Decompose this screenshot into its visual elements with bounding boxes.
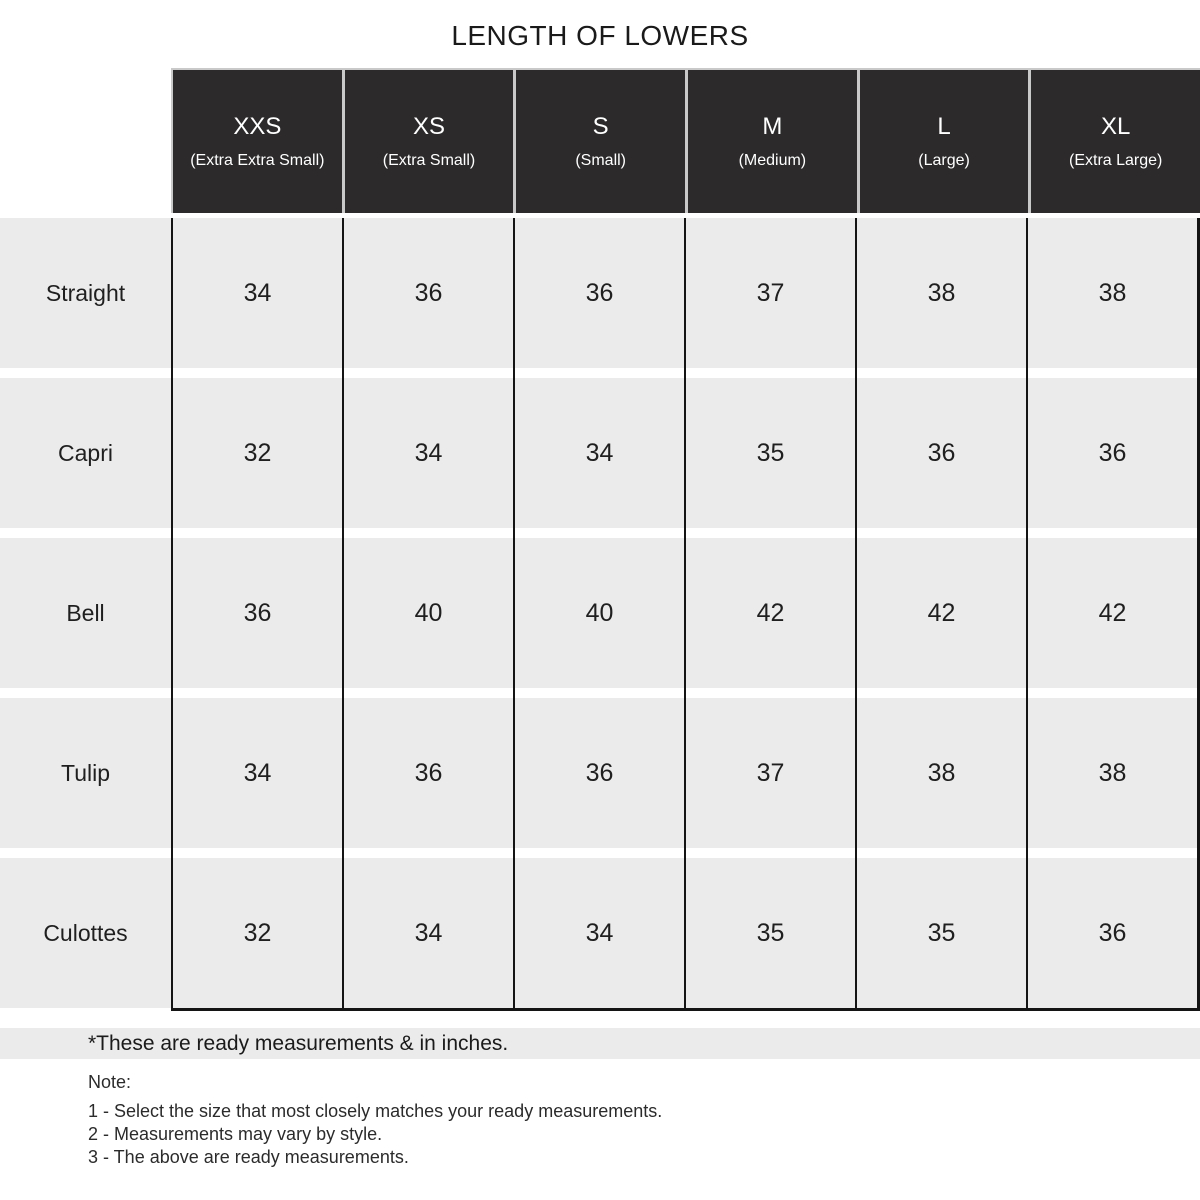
- table-cell: 36: [515, 218, 684, 368]
- row-label-straight: Straight: [0, 218, 171, 368]
- table-cell: 37: [686, 218, 855, 368]
- column-size-full: (Extra Large): [1069, 152, 1163, 169]
- column-header-xs: [345, 70, 514, 213]
- table-cell: 32: [173, 378, 342, 528]
- footnote-band: [0, 1028, 1200, 1059]
- column-size-full: (Extra Extra Small): [190, 152, 325, 169]
- note-item-1: 1 - Select the size that most closely matches your ready measurements.: [88, 1101, 663, 1121]
- table-cell: 35: [686, 378, 855, 528]
- table-cell: 35: [857, 858, 1026, 1008]
- table-cell: 42: [1028, 538, 1197, 688]
- column-header-l: [860, 70, 1029, 213]
- data-column-s: [513, 218, 684, 1008]
- note-item-3: 3 - The above are ready measurements.: [88, 1147, 409, 1167]
- table-cell: 34: [173, 218, 342, 368]
- column-size-full: (Medium): [738, 152, 807, 169]
- column-size-full: (Small): [575, 152, 627, 169]
- table-cell: 42: [686, 538, 855, 688]
- column-size-abbr: L: [937, 113, 951, 140]
- table-cell: 38: [857, 218, 1026, 368]
- column-header-s: [516, 70, 685, 213]
- table-cell: 34: [344, 858, 513, 1008]
- table-cell: 34: [515, 378, 684, 528]
- column-header-m: [688, 70, 857, 213]
- table-cell: 36: [344, 218, 513, 368]
- table-cell: 34: [173, 698, 342, 848]
- column-size-abbr: S: [592, 113, 609, 140]
- row-label-capri: Capri: [0, 378, 171, 528]
- table-cell: 36: [1028, 378, 1197, 528]
- table-cell: 35: [686, 858, 855, 1008]
- table-cell: 36: [173, 538, 342, 688]
- table-cell: 38: [1028, 698, 1197, 848]
- data-column-l: [855, 218, 1026, 1008]
- table-header-row: [171, 68, 1200, 213]
- table-cell: 34: [344, 378, 513, 528]
- data-column-xs: [342, 218, 513, 1008]
- table-cell: 36: [344, 698, 513, 848]
- table-cell: 40: [515, 538, 684, 688]
- table-cell: 32: [173, 858, 342, 1008]
- table-body: [171, 218, 1200, 1011]
- footnote-text: *These are ready measurements & in inches.: [88, 1031, 509, 1055]
- column-size-abbr: XXS: [233, 113, 282, 140]
- note-item-2: 2 - Measurements may vary by style.: [88, 1124, 383, 1144]
- notes-section: [88, 1071, 662, 1169]
- column-size-abbr: XL: [1101, 113, 1131, 140]
- table-cell: 37: [686, 698, 855, 848]
- table-cell: 36: [515, 698, 684, 848]
- row-label-culottes: Culottes: [0, 858, 171, 1008]
- data-column-m: [684, 218, 855, 1008]
- row-label-tulip: Tulip: [0, 698, 171, 848]
- column-size-full: (Large): [918, 152, 970, 169]
- table-cell: 36: [1028, 858, 1197, 1008]
- row-label-bell: Bell: [0, 538, 171, 688]
- column-header-xl: [1031, 70, 1200, 213]
- row-label-column: [0, 218, 171, 1008]
- column-size-full: (Extra Small): [382, 152, 476, 169]
- data-column-xl: [1026, 218, 1200, 1008]
- column-size-abbr: M: [762, 113, 783, 140]
- column-size-abbr: XS: [413, 113, 446, 140]
- data-column-xxs: [171, 218, 342, 1008]
- table-cell: 34: [515, 858, 684, 1008]
- table-cell: 40: [344, 538, 513, 688]
- notes-heading: Note:: [88, 1072, 132, 1092]
- column-header-xxs: [173, 70, 342, 213]
- table-cell: 38: [857, 698, 1026, 848]
- table-cell: 36: [857, 378, 1026, 528]
- page-title: LENGTH OF LOWERS: [451, 20, 749, 51]
- table-cell: 42: [857, 538, 1026, 688]
- table-cell: 38: [1028, 218, 1197, 368]
